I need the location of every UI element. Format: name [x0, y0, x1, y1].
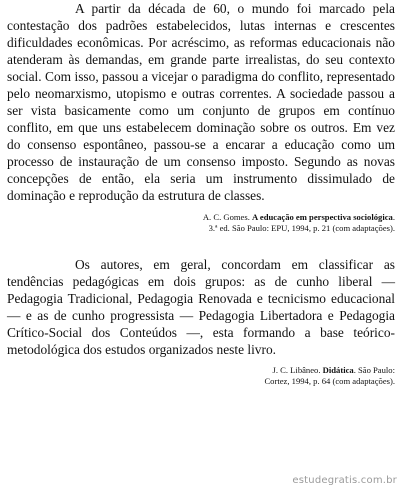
source-line-1 — [7, 212, 395, 223]
source-line-2: 3.ª ed. São Paulo: EPU, 1994, p. 21 (com adaptações). — [208, 223, 395, 233]
paragraph-2: Os autores, em geral, concordam em classificar as tendências pedagógicas em dois grupos: as de cunho liberal — Pedagogia Tradicional, Pedagogia Renovada e tecnicismo educacional — e as de cunho progressista — Pedagogia Libertadora e Pedagogia Crítico-Social dos Conteúdos —, esta formando a base teórico-metodológica dos estudos organizados neste livro. — [7, 257, 395, 357]
source-citation-2 — [7, 365, 395, 387]
source-citation-1 — [7, 212, 395, 234]
paragraph-1: A partir da década de 60, o mundo foi marcado pela contestação dos padrões estabelecidos, lutas internas e crescentes dificuldades econômicas. Por acréscimo, as reformas educacionais não atenderam às demandas, em grande parte irrealistas, do seu contexto social. Com isso, passou a vicejar o paradigma do conflito, representado pelo neomarxismo, utopismo e outras correntes. A sociedade passou a ser vista basicamente como um conjunto de grupos em contínuo conflito, em que uns estabelecem dominação sobre os outros. Em vez do consenso espontâneo, passou-se a encarar a educação como um processo de instauração de um consenso imposto. Segundo as novas concepções de então, ela seria um instrumento dissimulado de dominação e reprodução da estrutura de classes. — [7, 1, 395, 203]
source-author: A. C. Gomes. — [202, 212, 250, 222]
source-title: A educação em perspectiva sociológica — [252, 212, 393, 222]
source-author: J. C. Libâneo. — [272, 365, 321, 375]
source-title-suffix: . — [392, 212, 395, 222]
source-line-2: Cortez, 1994, p. 64 (com adaptações). — [264, 376, 395, 386]
source-line-1 — [7, 365, 395, 376]
text-page — [7, 0, 395, 387]
watermark-text: estudegratis.com.br — [292, 475, 397, 486]
source-title-suffix: . São Paulo: — [353, 365, 395, 375]
source-title: Didática — [322, 365, 354, 375]
